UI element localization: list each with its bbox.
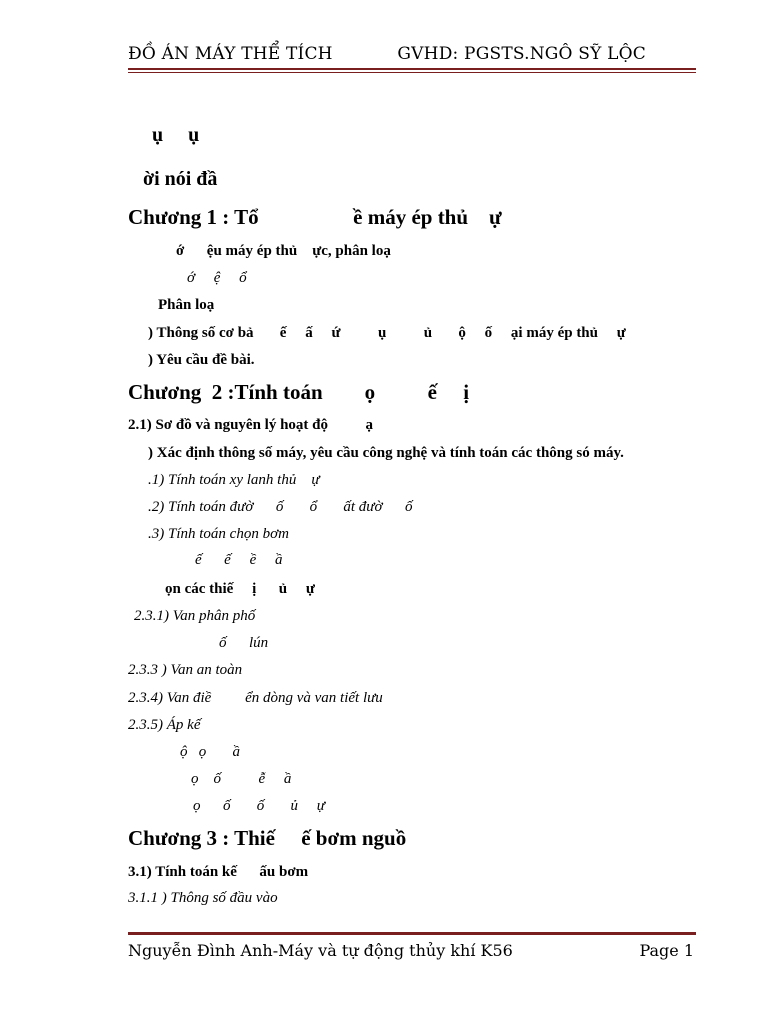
toc-entry: 2.3.1) Van phân phố xyxy=(134,608,256,624)
toc-chapter-2: Chương 2 :Tính toán ọ ế ị xyxy=(128,380,470,404)
toc-entry: .3) Tính toán chọn bơm xyxy=(148,526,289,542)
toc-entry: ) Xác định thông số máy, yêu cầu công nghệ và tính toán các thông só máy. xyxy=(148,445,624,461)
toc-entry: ọn các thiế ị ủ ự xyxy=(165,581,315,597)
header-project-title: ĐỒ ÁN MÁY THỂ TÍCH xyxy=(128,44,333,64)
header-rule-thin xyxy=(128,72,696,73)
toc-entry: 2.3.4) Van điề ển dòng và van tiết lưu xyxy=(128,690,383,706)
footer-rule xyxy=(128,932,696,935)
toc-chapter-3: Chương 3 : Thiế ế bơm nguồ xyxy=(128,826,407,850)
toc-entry: 2.3.5) Áp kế xyxy=(128,717,201,733)
toc-entry: ớ ệu máy ép thủ ực, phân loạ xyxy=(176,243,391,259)
toc-entry: ọ ố ố ủ ự xyxy=(193,798,325,814)
toc-entry: ) Yêu cầu đề bài. xyxy=(148,352,255,368)
toc-title: ụ ụ xyxy=(152,124,200,146)
toc-entry-preface: ời nói đầ xyxy=(143,168,218,190)
footer-author: Nguyễn Đình Anh-Máy và tự động thủy khí K56 xyxy=(128,941,513,960)
toc-entry: .2) Tính toán đườ ố ổ ất đườ ố xyxy=(148,499,413,515)
toc-entry: .1) Tính toán xy lanh thủ ự xyxy=(148,472,320,488)
toc-entry: ọ ố ễ ầ xyxy=(191,771,292,787)
page-header xyxy=(128,42,696,66)
toc-entry: ố lún xyxy=(219,635,269,651)
toc-entry: ) Thông số cơ bả ế ấ ứ ụ ủ ộ ố ại máy ép thủ ự xyxy=(148,325,626,341)
toc-chapter-1: Chương 1 : Tổ ề máy ép thủ ự xyxy=(128,205,502,229)
toc-entry: ớ ệ ổ xyxy=(187,270,247,286)
header-rule xyxy=(128,68,696,70)
page-footer xyxy=(128,941,696,963)
toc-entry: 2.3.3 ) Van an toàn xyxy=(128,662,243,678)
toc-entry: ế ế ề ầ xyxy=(195,552,283,568)
toc-entry: Phân loạ xyxy=(158,297,215,313)
page-number: Page 1 xyxy=(639,941,694,960)
toc-entry: 3.1) Tính toán kế ấu bơm xyxy=(128,864,309,880)
header-supervisor: GVHD: PGSTS.NGÔ SỸ LỘC xyxy=(397,44,646,64)
toc-entry: 3.1.1 ) Thông số đầu vào xyxy=(128,890,278,906)
toc-entry: 2.1) Sơ đồ và nguyên lý hoạt độ ạ xyxy=(128,417,374,433)
toc-entry: ộ ọ ầ xyxy=(180,744,240,760)
